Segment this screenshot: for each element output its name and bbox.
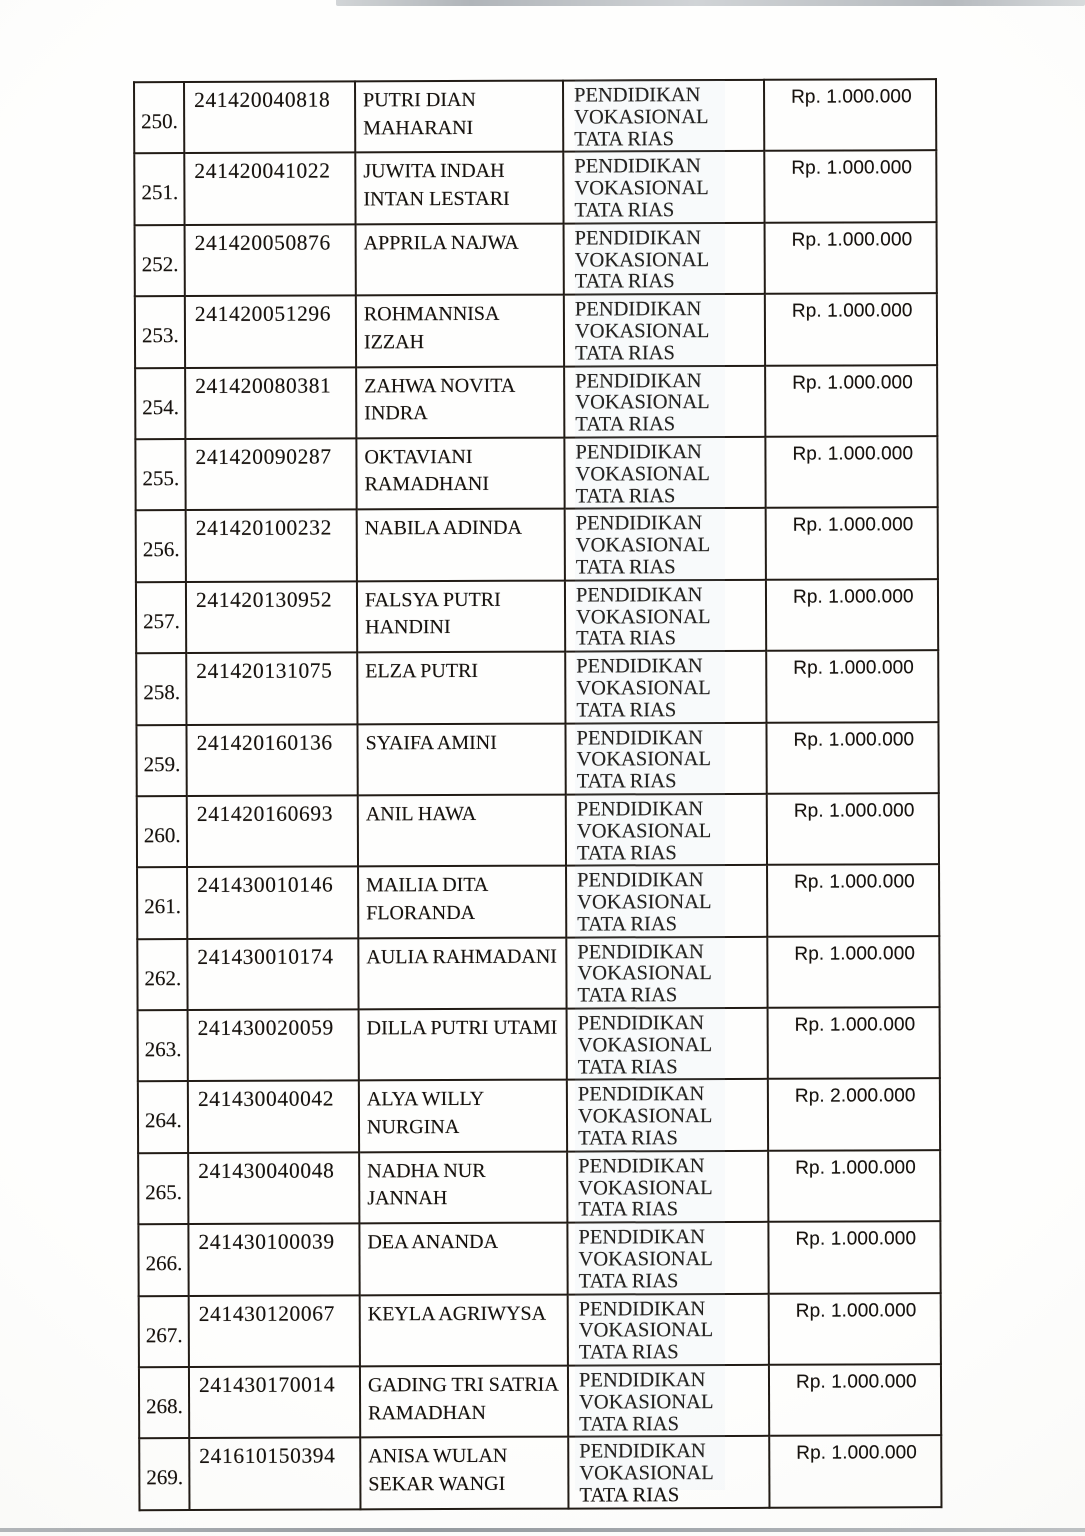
cell-study-program bbox=[566, 936, 767, 1008]
table-row bbox=[138, 1221, 940, 1295]
cell-row-number bbox=[138, 1224, 188, 1296]
student-name-text: ROHMANNISA IZZAH bbox=[363, 303, 500, 354]
cell-row-number bbox=[138, 1010, 188, 1082]
study-program-text: PENDIDIKAN VOKASIONAL TATA RIAS bbox=[577, 940, 712, 1007]
cell-amount bbox=[768, 1007, 940, 1079]
row-number-text: 254. bbox=[142, 394, 180, 419]
student-name-text: NADHA NUR JANNAH bbox=[367, 1159, 486, 1210]
student-name-text: KEYLA AGRIWYSA bbox=[367, 1302, 547, 1325]
amount-text: Rp. 1.000.000 bbox=[795, 1299, 917, 1322]
registration-number-text: 241610150394 bbox=[199, 1443, 336, 1469]
registration-number-text: 241420090287 bbox=[195, 444, 332, 469]
table-row bbox=[135, 222, 937, 296]
registration-number-text: 241420100232 bbox=[195, 515, 332, 541]
student-name-text: ALYA WILLY NURGINA bbox=[366, 1088, 485, 1139]
study-program-text: PENDIDIKAN VOKASIONAL TATA RIAS bbox=[577, 869, 712, 936]
study-program-text: PENDIDIKAN VOKASIONAL TATA RIAS bbox=[577, 1012, 713, 1079]
study-program-text: PENDIDIKAN VOKASIONAL TATA RIAS bbox=[574, 298, 710, 365]
registration-number-text: 241420130952 bbox=[195, 587, 333, 612]
table-row bbox=[139, 1364, 941, 1438]
cell-row-number bbox=[139, 1296, 189, 1368]
cell-amount bbox=[766, 507, 938, 579]
cell-study-program bbox=[568, 1436, 769, 1508]
amount-text: Rp. 1.000.000 bbox=[792, 443, 914, 465]
table-row bbox=[139, 1293, 941, 1367]
student-name-text: ELZA PUTRI bbox=[365, 660, 479, 683]
study-program-text: PENDIDIKAN VOKASIONAL TATA RIAS bbox=[575, 512, 711, 579]
cell-registration-number bbox=[186, 724, 357, 796]
row-number-text: 269. bbox=[146, 1465, 184, 1490]
registration-number-text: 241430010146 bbox=[197, 872, 334, 898]
cell-study-program bbox=[567, 1008, 768, 1080]
cell-study-program bbox=[565, 508, 766, 580]
amount-text: Rp. 1.000.000 bbox=[791, 229, 913, 251]
amount-text: Rp. 1.000.000 bbox=[791, 300, 913, 322]
cell-row-number bbox=[138, 1153, 188, 1225]
cell-registration-number bbox=[188, 1009, 359, 1081]
registration-number-text: 241420050876 bbox=[194, 230, 331, 255]
cell-student-name bbox=[360, 1366, 568, 1438]
row-number-text: 267. bbox=[145, 1322, 183, 1347]
cell-study-program bbox=[566, 865, 767, 937]
cell-student-name bbox=[358, 866, 566, 938]
amount-text: Rp. 1.000.000 bbox=[795, 1228, 917, 1250]
cell-amount bbox=[767, 864, 939, 936]
student-name-text: PUTRI DIAN MAHARANI bbox=[363, 88, 476, 139]
cell-registration-number bbox=[186, 653, 357, 725]
cell-student-name bbox=[358, 794, 566, 866]
cell-row-number bbox=[135, 368, 185, 440]
cell-student-name bbox=[359, 1223, 567, 1295]
table-row bbox=[134, 151, 936, 225]
registration-number-text: 241420051296 bbox=[194, 301, 332, 327]
amount-text: Rp. 1.000.000 bbox=[794, 942, 916, 965]
cell-amount bbox=[765, 436, 937, 508]
cell-registration-number bbox=[189, 1295, 360, 1367]
registration-number-text: 241430040042 bbox=[197, 1086, 335, 1112]
cell-study-program bbox=[565, 651, 766, 723]
cell-amount bbox=[766, 650, 938, 722]
study-program-text: PENDIDIKAN VOKASIONAL TATA RIAS bbox=[579, 1440, 714, 1507]
row-number-text: 262. bbox=[144, 965, 182, 990]
amount-text: Rp. 1.000.000 bbox=[796, 1442, 917, 1465]
amount-text: Rp. 1.000.000 bbox=[793, 657, 914, 679]
row-number-text: 255. bbox=[142, 466, 180, 491]
student-name-text: GADING TRI SATRIA RAMADHAN bbox=[367, 1373, 559, 1424]
study-program-text: PENDIDIKAN VOKASIONAL TATA RIAS bbox=[574, 84, 709, 151]
cell-amount bbox=[769, 1436, 941, 1508]
scan-artifact-top bbox=[336, 0, 1085, 6]
table-row bbox=[138, 1079, 940, 1153]
study-program-text: PENDIDIKAN VOKASIONAL TATA RIAS bbox=[574, 155, 709, 222]
registration-number-text: 241420080381 bbox=[195, 373, 332, 398]
cell-study-program bbox=[563, 80, 764, 152]
cell-student-name bbox=[357, 652, 565, 724]
student-name-text: SYAIFA AMINI bbox=[365, 731, 497, 754]
row-number-text: 251. bbox=[141, 180, 179, 205]
cell-registration-number bbox=[185, 367, 356, 439]
cell-student-name bbox=[357, 580, 565, 652]
cell-registration-number bbox=[185, 224, 356, 296]
cell-row-number bbox=[138, 1082, 188, 1154]
amount-text: Rp. 1.000.000 bbox=[791, 86, 912, 108]
cell-study-program bbox=[568, 1293, 769, 1365]
row-number-text: 253. bbox=[141, 323, 179, 348]
cell-row-number bbox=[135, 296, 185, 368]
cell-student-name bbox=[360, 1294, 568, 1366]
registration-number-text: 241420040818 bbox=[194, 87, 331, 113]
amount-text: Rp. 2.000.000 bbox=[794, 1085, 916, 1108]
cell-registration-number bbox=[184, 153, 355, 225]
registration-number-text: 241430020059 bbox=[197, 1015, 334, 1041]
cell-study-program bbox=[565, 580, 766, 652]
row-number-text: 252. bbox=[141, 251, 179, 276]
amount-text: Rp. 1.000.000 bbox=[795, 1157, 916, 1179]
cell-study-program bbox=[567, 1079, 768, 1151]
row-number-text: 261. bbox=[144, 894, 181, 919]
registration-number-text: 241430040048 bbox=[198, 1158, 335, 1183]
cell-amount bbox=[767, 793, 939, 865]
cell-registration-number bbox=[184, 81, 355, 153]
study-program-text: PENDIDIKAN VOKASIONAL TATA RIAS bbox=[578, 1297, 714, 1364]
registration-number-text: 241420131075 bbox=[196, 658, 333, 684]
cell-student-name bbox=[355, 81, 563, 153]
cell-row-number bbox=[136, 510, 186, 582]
cell-student-name bbox=[356, 438, 564, 510]
cell-student-name bbox=[357, 723, 565, 795]
student-name-text: ZAHWA NOVITA INDRA bbox=[364, 374, 516, 425]
registration-number-text: 241420041022 bbox=[194, 158, 331, 184]
cell-registration-number bbox=[185, 438, 356, 510]
study-program-text: PENDIDIKAN VOKASIONAL TATA RIAS bbox=[576, 726, 712, 793]
cell-registration-number bbox=[189, 1366, 360, 1438]
registration-number-text: 241430170014 bbox=[198, 1372, 336, 1398]
cell-student-name bbox=[359, 1151, 567, 1223]
cell-registration-number bbox=[186, 510, 357, 582]
cell-registration-number bbox=[187, 867, 358, 939]
cell-study-program bbox=[564, 294, 765, 366]
study-program-text: PENDIDIKAN VOKASIONAL TATA RIAS bbox=[578, 1226, 713, 1293]
cell-registration-number bbox=[188, 1081, 359, 1153]
cell-row-number bbox=[134, 153, 184, 225]
student-name-text: ANISA WULAN SEKAR WANGI bbox=[368, 1445, 508, 1496]
amount-text: Rp. 1.000.000 bbox=[792, 514, 914, 537]
cell-row-number bbox=[137, 796, 187, 868]
row-number-text: 258. bbox=[143, 680, 181, 705]
row-number-text: 259. bbox=[143, 751, 181, 776]
cell-amount bbox=[769, 1364, 941, 1436]
amount-text: Rp. 1.000.000 bbox=[793, 800, 915, 822]
registration-number-text: 241420160693 bbox=[196, 801, 334, 826]
student-name-text: MAILIA DITA FLORANDA bbox=[366, 874, 489, 925]
table-row bbox=[136, 650, 938, 724]
cell-student-name bbox=[360, 1437, 568, 1509]
study-program-text: PENDIDIKAN VOKASIONAL TATA RIAS bbox=[578, 1369, 714, 1436]
student-name-text: FALSYA PUTRI HANDINI bbox=[364, 588, 501, 639]
table-row bbox=[135, 365, 937, 439]
cell-registration-number bbox=[188, 1224, 359, 1296]
cell-study-program bbox=[566, 794, 767, 866]
cell-amount bbox=[768, 1221, 940, 1293]
row-number-text: 266. bbox=[145, 1251, 183, 1276]
student-name-text: ANIL HAWA bbox=[365, 802, 477, 826]
cell-study-program bbox=[567, 1151, 768, 1223]
student-name-text: AULIA RAHMADANI bbox=[366, 945, 557, 969]
cell-amount bbox=[765, 365, 937, 437]
cell-row-number bbox=[135, 225, 185, 297]
cell-amount bbox=[769, 1293, 941, 1365]
study-program-text: PENDIDIKAN VOKASIONAL TATA RIAS bbox=[576, 797, 712, 865]
cell-amount bbox=[767, 936, 939, 1008]
registration-number-text: 241430010174 bbox=[197, 944, 334, 969]
student-name-text: APPRILA NAJWA bbox=[363, 231, 519, 255]
cell-student-name bbox=[358, 937, 566, 1009]
student-name-text: DILLA PUTRI UTAMI bbox=[366, 1016, 558, 1040]
registration-number-text: 241430120067 bbox=[198, 1301, 335, 1326]
cell-registration-number bbox=[189, 1438, 360, 1510]
cell-amount bbox=[764, 79, 936, 151]
study-program-text: PENDIDIKAN VOKASIONAL TATA RIAS bbox=[578, 1154, 713, 1221]
cell-amount bbox=[765, 222, 937, 294]
cell-student-name bbox=[356, 223, 564, 295]
student-name-text: JUWITA INDAH INTAN LESTARI bbox=[363, 160, 510, 211]
amount-text: Rp. 1.000.000 bbox=[794, 871, 915, 893]
row-number-text: 256. bbox=[142, 537, 180, 562]
row-number-text: 250. bbox=[141, 109, 178, 134]
cell-registration-number bbox=[186, 581, 357, 653]
amount-text: Rp. 1.000.000 bbox=[795, 1371, 917, 1393]
table-row bbox=[136, 579, 938, 653]
row-number-text: 268. bbox=[146, 1394, 183, 1419]
table-row bbox=[137, 793, 939, 867]
cell-row-number bbox=[137, 939, 187, 1011]
student-name-text: DEA ANANDA bbox=[367, 1231, 499, 1254]
cell-row-number bbox=[136, 653, 186, 725]
cell-registration-number bbox=[188, 1152, 359, 1224]
student-name-text: OKTAVIANI RAMADHANI bbox=[364, 445, 490, 496]
amount-text: Rp. 1.000.000 bbox=[792, 585, 914, 608]
table-row bbox=[138, 1150, 940, 1224]
cell-amount bbox=[766, 722, 938, 794]
row-number-text: 265. bbox=[145, 1179, 183, 1205]
amount-text: Rp. 1.000.000 bbox=[792, 371, 913, 394]
cell-study-program bbox=[563, 151, 764, 223]
table-row bbox=[135, 293, 937, 367]
table-row bbox=[134, 79, 936, 153]
cell-study-program bbox=[564, 437, 765, 509]
cell-row-number bbox=[136, 582, 186, 654]
cell-student-name bbox=[356, 295, 564, 367]
cell-row-number bbox=[135, 439, 185, 511]
recipient-table bbox=[133, 78, 942, 1511]
study-program-text: PENDIDIKAN VOKASIONAL TATA RIAS bbox=[577, 1083, 713, 1150]
table-row bbox=[137, 936, 939, 1010]
amount-text: Rp. 1.000.000 bbox=[793, 728, 915, 751]
amount-text: Rp. 1.000.000 bbox=[794, 1014, 916, 1036]
study-program-text: PENDIDIKAN VOKASIONAL TATA RIAS bbox=[574, 226, 710, 293]
study-program-text: PENDIDIKAN VOKASIONAL TATA RIAS bbox=[575, 583, 711, 650]
table-row bbox=[139, 1436, 941, 1510]
cell-registration-number bbox=[187, 795, 358, 867]
study-program-text: PENDIDIKAN VOKASIONAL TATA RIAS bbox=[575, 441, 710, 508]
cell-study-program bbox=[568, 1365, 769, 1437]
cell-study-program bbox=[567, 1222, 768, 1294]
registration-number-text: 241420160136 bbox=[196, 729, 333, 755]
cell-student-name bbox=[355, 152, 563, 224]
cell-amount bbox=[766, 579, 938, 651]
cell-row-number bbox=[134, 82, 184, 154]
cell-row-number bbox=[137, 867, 187, 939]
study-program-text: PENDIDIKAN VOKASIONAL TATA RIAS bbox=[575, 369, 710, 436]
cell-row-number bbox=[139, 1367, 189, 1439]
table-row bbox=[136, 507, 938, 581]
table-row bbox=[136, 722, 938, 796]
cell-study-program bbox=[564, 365, 765, 437]
cell-row-number bbox=[136, 725, 186, 797]
row-number-text: 263. bbox=[144, 1037, 182, 1062]
cell-student-name bbox=[359, 1009, 567, 1081]
table-body bbox=[134, 79, 941, 1510]
cell-student-name bbox=[357, 509, 565, 581]
cell-registration-number bbox=[187, 938, 358, 1010]
cell-study-program bbox=[565, 722, 766, 794]
registration-number-text: 241430100039 bbox=[198, 1229, 335, 1255]
study-program-text: PENDIDIKAN VOKASIONAL TATA RIAS bbox=[576, 655, 711, 722]
amount-text: Rp. 1.000.000 bbox=[791, 157, 913, 180]
cell-study-program bbox=[564, 223, 765, 295]
row-number-text: 257. bbox=[143, 608, 180, 633]
cell-amount bbox=[764, 151, 936, 223]
scan-artifact-bottom bbox=[0, 1528, 1085, 1532]
student-name-text: NABILA ADINDA bbox=[364, 517, 522, 540]
row-number-text: 264. bbox=[144, 1108, 182, 1133]
table-row bbox=[138, 1007, 940, 1081]
cell-amount bbox=[765, 293, 937, 365]
table-row bbox=[135, 436, 937, 510]
table-row bbox=[137, 864, 939, 938]
cell-registration-number bbox=[185, 296, 356, 368]
cell-amount bbox=[768, 1150, 940, 1222]
row-number-text: 260. bbox=[143, 822, 181, 848]
cell-student-name bbox=[359, 1080, 567, 1152]
cell-student-name bbox=[356, 366, 564, 438]
cell-amount bbox=[768, 1079, 940, 1151]
cell-row-number bbox=[139, 1438, 189, 1510]
